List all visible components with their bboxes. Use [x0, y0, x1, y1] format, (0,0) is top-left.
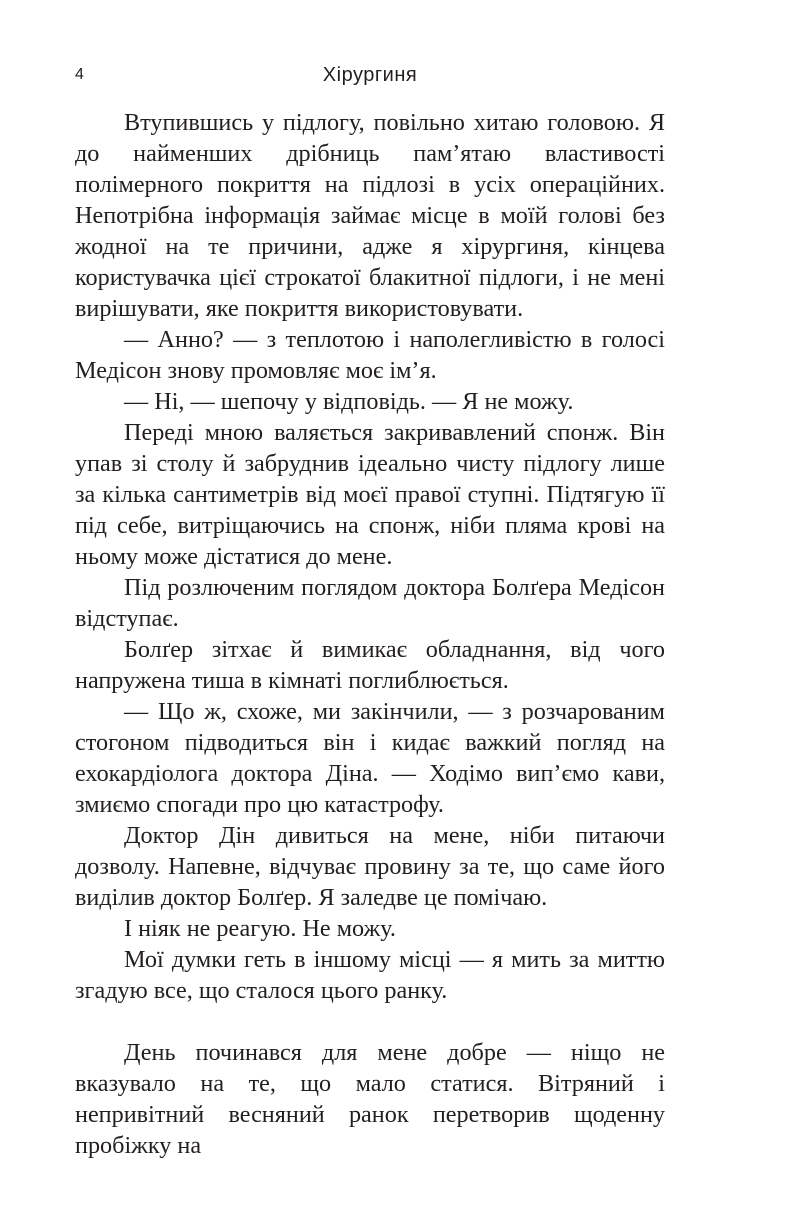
paragraph: І ніяк не реагую. Не можу.	[124, 915, 396, 942]
body-text	[75, 107, 665, 1161]
paragraph: Переді мною валяється закривавлений спонж. Він упав зі столу й забруднив ідеально чисту підлогу лише за кілька сантиметрів від моєї правої ступні. Підтягую її під себе, витріщаючись на спонж, ніби пляма крові на ньому може дістатися до мене.	[75, 419, 665, 570]
page-number: 4	[75, 66, 84, 83]
paragraph: Втупившись у підлогу, повільно хитаю головою. Я до найменших дрібниць пам’ятаю властивості полімерного покриття на підлозі в усіх операційних. Непотрібна інформація займає місце в моїй голові без жодної на те причини, адже я хірургиня, кінцева користувачка цієї строкатої блакитної підлоги, і не мені вирішувати, яке покриття використовувати.	[75, 109, 665, 322]
running-header	[75, 60, 665, 90]
paragraph: Болґер зітхає й вимикає обладнання, від чого напружена тиша в кімнаті поглиблюється.	[75, 636, 665, 694]
paragraph: — Анно? — з теплотою і наполегливістю в голосі Медісон знову промовляє моє ім’я.	[75, 326, 665, 384]
paragraph: Доктор Дін дивиться на мене, ніби питаючи дозволу. Напевне, відчуває провину за те, що саме його виділив доктор Болґер. Я заледве це помічаю.	[75, 822, 665, 911]
paragraph: — Що ж, схоже, ми закінчили, — з розчарованим стогоном підводиться він і кидає важкий погляд на ехокардіолога доктора Діна. — Ходімо вип’ємо кави, змиємо спогади про цю катастрофу.	[75, 698, 665, 818]
book-title: Хірургиня	[322, 64, 418, 86]
paragraph: Мої думки геть в іншому місці — я мить за миттю згадую все, що сталося цього ранку.	[75, 946, 665, 1004]
paragraph: — Ні, — шепочу у відповідь. — Я не можу.	[124, 388, 574, 415]
paragraph: Під розлюченим поглядом доктора Болґера Медісон відступає.	[75, 574, 665, 632]
paragraph-section-start: День починався для мене добре — ніщо не вказувало на те, що мало статися. Вітряний і непривітний весняний ранок перетворив щоденну пробіжку на	[75, 1039, 665, 1159]
